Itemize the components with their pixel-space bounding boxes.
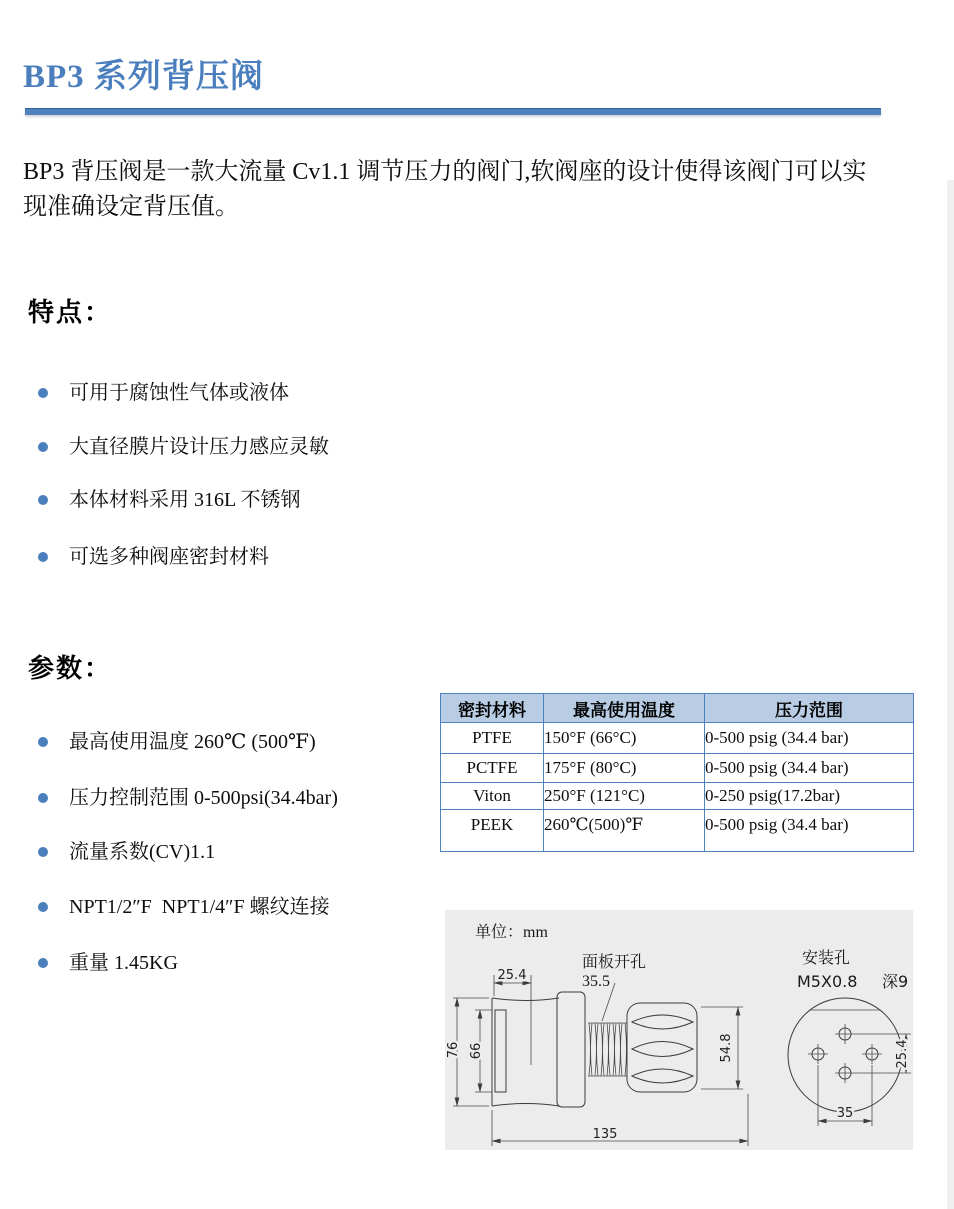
mount-hole bbox=[835, 1024, 855, 1044]
mount-hole bbox=[835, 1063, 855, 1083]
table-header-row bbox=[441, 694, 914, 723]
param-item bbox=[38, 949, 178, 977]
table-cell-temperature: 250°F (121°C) bbox=[544, 783, 705, 810]
dim-body-inner: 66 bbox=[469, 1042, 484, 1060]
table-cell-material: PCTFE bbox=[441, 754, 544, 783]
valve-side-view bbox=[446, 953, 748, 1146]
bullet-icon bbox=[38, 495, 48, 505]
table-cell-pressure: 0-500 psig (34.4 bar) bbox=[705, 810, 914, 852]
dim-hole-spacing-v: 25.4 bbox=[895, 1039, 910, 1069]
table-cell-pressure: 0-500 psig (34.4 bar) bbox=[705, 754, 914, 783]
table-row bbox=[441, 810, 914, 852]
table-cell-temperature: 150°F (66°C) bbox=[544, 723, 705, 754]
thread-section bbox=[588, 1023, 627, 1076]
param-label: 重量 1.45KG bbox=[69, 952, 178, 974]
knob bbox=[627, 1003, 697, 1092]
table-cell-pressure: 0-500 psig (34.4 bar) bbox=[705, 723, 914, 754]
param-item bbox=[38, 784, 338, 812]
table-cell-material: Viton bbox=[441, 783, 544, 810]
bullet-icon bbox=[38, 552, 48, 562]
feature-label: 本体材料采用 316L 不锈钢 bbox=[69, 489, 301, 511]
feature-label: 可选多种阀座密封材料 bbox=[69, 546, 269, 568]
mount-hole-spec: M5X0.8 bbox=[797, 972, 858, 991]
param-label: 压力控制范围 0-500psi(34.4bar) bbox=[69, 787, 338, 809]
bullet-icon bbox=[38, 793, 48, 803]
table-cell-pressure: 0-250 psig(17.2bar) bbox=[705, 783, 914, 810]
panel-hole-label: 面板开孔 bbox=[582, 954, 647, 971]
bullet-icon bbox=[38, 737, 48, 747]
param-label: NPT1/2″F NPT1/4″F 螺纹连接 bbox=[69, 896, 330, 918]
dim-body-outer: 76 bbox=[446, 1041, 461, 1059]
param-label: 最高使用温度 260℃ (500℉) bbox=[69, 731, 316, 753]
table-header-cell: 压力范围 bbox=[705, 694, 914, 723]
page-edge-band bbox=[947, 180, 954, 1209]
feature-item bbox=[38, 379, 289, 407]
mount-hole-label: 安装孔 bbox=[802, 948, 851, 967]
param-item bbox=[38, 893, 330, 921]
bullet-icon bbox=[38, 958, 48, 968]
feature-item bbox=[38, 433, 329, 461]
table-row bbox=[441, 783, 914, 810]
param-label: 流量系数(CV)1.1 bbox=[69, 841, 216, 863]
mount-hole bbox=[808, 1044, 828, 1064]
mount-hole bbox=[862, 1044, 882, 1064]
dimension-drawing-panel bbox=[445, 910, 913, 1150]
table-header-cell: 最高使用温度 bbox=[544, 694, 705, 723]
feature-item bbox=[38, 543, 269, 571]
mount-hole-depth: 深9 bbox=[882, 972, 909, 991]
title-rule-divider bbox=[25, 108, 881, 115]
feature-item bbox=[38, 486, 300, 514]
page-title: BP3 系列背压阀 bbox=[23, 59, 264, 95]
feature-label: 大直径膜片设计压力感应灵敏 bbox=[69, 436, 329, 458]
table-cell-material: PTFE bbox=[441, 723, 544, 754]
table-header-cell: 密封材料 bbox=[441, 694, 544, 723]
mounting-hole-view bbox=[788, 948, 911, 1126]
dim-knob-diameter: 54.8 bbox=[719, 1033, 734, 1063]
table-row bbox=[441, 754, 914, 783]
panel-hole-value: 35.5 bbox=[582, 973, 610, 990]
dim-total-length: 135 bbox=[592, 1127, 618, 1142]
bullet-icon bbox=[38, 442, 48, 452]
bullet-icon bbox=[38, 388, 48, 398]
dim-hole-spacing-h: 35 bbox=[836, 1106, 854, 1121]
table-cell-temperature: 260℃(500)℉ bbox=[544, 810, 705, 852]
param-item bbox=[38, 728, 316, 756]
unit-label: 单位：mm bbox=[475, 924, 548, 941]
param-item bbox=[38, 838, 215, 866]
valve-dimension-drawing bbox=[445, 910, 913, 1150]
table-cell-temperature: 175°F (80°C) bbox=[544, 754, 705, 783]
feature-label: 可用于腐蚀性气体或液体 bbox=[69, 382, 289, 404]
dim-cap-width: 25.4 bbox=[497, 968, 527, 983]
table-row bbox=[441, 723, 914, 754]
seal-material-spec-table bbox=[440, 693, 914, 852]
table-cell-material: PEEK bbox=[441, 810, 544, 852]
bullet-icon bbox=[38, 902, 48, 912]
bullet-icon bbox=[38, 847, 48, 857]
features-heading: 特点： bbox=[28, 298, 113, 327]
intro-paragraph: BP3 背压阀是一款大流量 Cv1.1 调节压力的阀门,软阀座的设计使得该阀门可以实现准确设定背压值。 bbox=[23, 159, 867, 220]
params-heading: 参数： bbox=[28, 654, 113, 683]
